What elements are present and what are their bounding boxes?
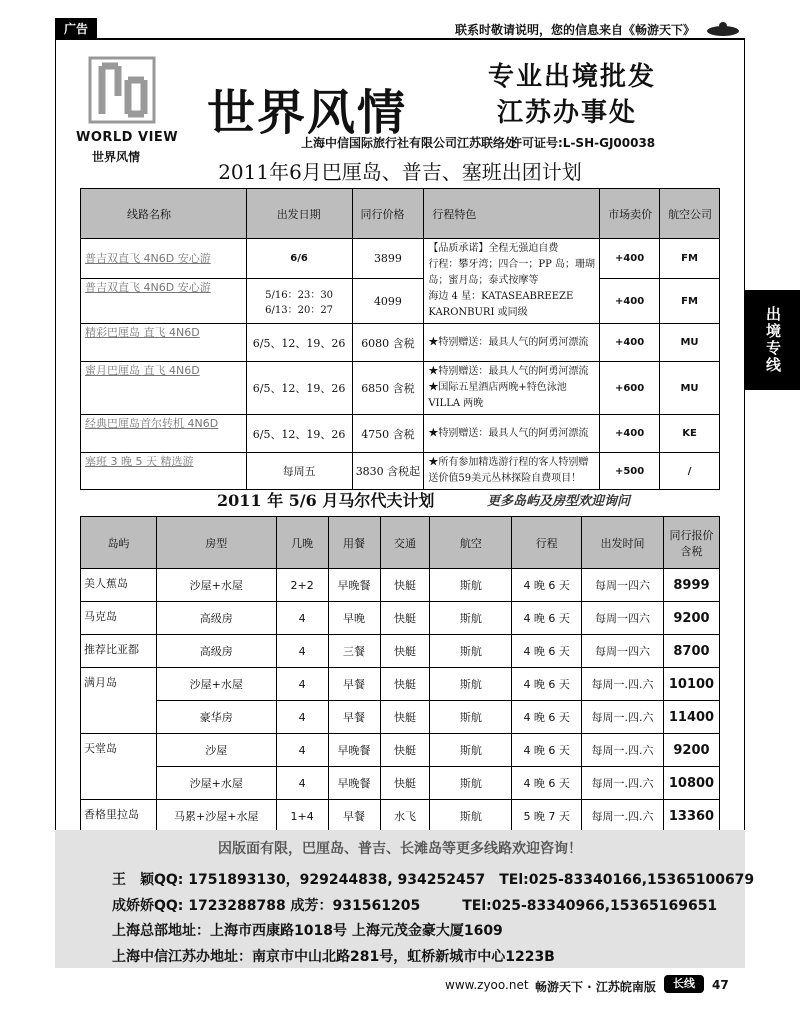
route-feature: 【品质承诺】全程无强迫自费 行程：攀牙湾；四合一；PP 岛；珊瑚岛；蜜月岛；泰式按摩等 海边 4 星：KATASEABREEZE KARONBURI 或同级 — [424, 239, 600, 324]
slogan-line-2: 江苏办事处 — [497, 98, 638, 128]
route-feature: ★特别赠送：最具人气的阿勇河漂流 ★国际五星酒店两晚+特色泳池VILLA 两晚 — [424, 362, 600, 415]
itinerary: 5 晚 7 天 — [512, 800, 582, 833]
nights: 4 — [276, 701, 328, 734]
slogan-line-1: 专业出境批发 — [488, 62, 657, 92]
side-section-tab: 出境专线 — [745, 290, 800, 390]
table-row — [81, 668, 720, 701]
transport: 快艇 — [380, 602, 430, 635]
depart-date: 6/5、12、19、26 — [246, 415, 352, 453]
meals: 早餐 — [328, 800, 380, 833]
column-header: 同行价格 — [352, 189, 424, 239]
peer-price: 4750 含税 — [352, 415, 424, 453]
table-row — [81, 767, 720, 800]
peer-price: 6080 含税 — [352, 324, 424, 362]
depart-time: 每周一.四.六 — [582, 800, 664, 833]
promo-text: 因版面有限，巴厘岛、普吉、长滩岛等更多线路欢迎咨询！ — [218, 841, 582, 857]
island-name: 香格里拉岛 — [81, 800, 157, 833]
market-price: +400 — [600, 324, 660, 362]
price: 9200 — [663, 734, 719, 767]
airline: 斯航 — [430, 668, 512, 701]
itinerary: 4 晚 6 天 — [512, 701, 582, 734]
depart-time: 每周一.四.六 — [582, 734, 664, 767]
peer-price: 4099 — [352, 279, 424, 324]
magazine-logo-icon — [705, 20, 741, 38]
table-row — [81, 324, 720, 362]
market-price: +400 — [600, 239, 660, 279]
airline: 斯航 — [430, 569, 512, 602]
column-header: 行程特色 — [424, 189, 600, 239]
nights: 2+2 — [276, 569, 328, 602]
route-name: 塞班 3 晚 5 天 精选游 — [81, 453, 247, 490]
address-line-1: 上海总部地址：上海市西康路1018号 上海元茂金豪大厦1609 — [112, 923, 503, 939]
table-header-row — [81, 189, 720, 239]
itinerary: 4 晚 6 天 — [512, 734, 582, 767]
airline: 斯航 — [430, 701, 512, 734]
transport: 快艇 — [380, 668, 430, 701]
price: 10800 — [663, 767, 719, 800]
airline: 斯航 — [430, 800, 512, 833]
logo-english-name: WORLD VIEW — [76, 130, 179, 145]
airline: / — [660, 453, 720, 490]
market-price: +400 — [600, 415, 660, 453]
top-bar — [55, 18, 745, 40]
transport: 水飞 — [380, 800, 430, 833]
airline: 斯航 — [430, 602, 512, 635]
depart-time: 每周一四六 — [582, 602, 664, 635]
plan2-table — [80, 516, 720, 833]
airline: 斯航 — [430, 767, 512, 800]
itinerary: 4 晚 6 天 — [512, 668, 582, 701]
plan1-title: 2011年6月巴厘岛、普吉、塞班出团计划 — [218, 160, 582, 184]
meals: 三餐 — [328, 635, 380, 668]
meals: 早晚餐 — [328, 734, 380, 767]
table-row — [81, 415, 720, 453]
island-name: 推荐比亚都 — [81, 635, 157, 668]
website-link[interactable]: www.zyoo.net — [445, 978, 529, 992]
column-header: 出发日期 — [246, 189, 352, 239]
meals: 早餐 — [328, 668, 380, 701]
airline: 斯航 — [430, 635, 512, 668]
world-view-logo-icon — [88, 56, 156, 124]
table-row — [81, 239, 720, 279]
column-header: 岛屿 — [81, 517, 157, 569]
column-header: 房型 — [156, 517, 276, 569]
route-feature: ★所有参加精选游行程的客人特别赠送价值59美元丛林探险自费项目！ — [424, 453, 600, 490]
market-price: +600 — [600, 362, 660, 415]
price: 8700 — [663, 635, 719, 668]
nights: 4 — [276, 668, 328, 701]
route-name: 普吉双直飞 4N6D 安心游 — [81, 239, 247, 279]
depart-date: 6/5、12、19、26 — [246, 362, 352, 415]
depart-time: 每周一四六 — [582, 569, 664, 602]
ad-label: 广告 — [55, 18, 97, 40]
route-name: 精彩巴厘岛 直飞 4N6D — [81, 324, 247, 362]
column-header: 几晚 — [276, 517, 328, 569]
meals: 早晚 — [328, 602, 380, 635]
peer-price: 3899 — [352, 239, 424, 279]
plan2-title: 2011 年 5/6 月马尔代夫计划 — [217, 491, 435, 510]
agency-name: 上海中信国际旅行社有限公司江苏联络处 — [301, 136, 518, 150]
transport: 快艇 — [380, 767, 430, 800]
transport: 快艇 — [380, 701, 430, 734]
room-type: 沙屋+水屋 — [156, 668, 276, 701]
section-tag: 长线 — [664, 975, 704, 993]
license-number: 许可证号:L-SH-GJ00038 — [510, 136, 656, 150]
table-row — [81, 635, 720, 668]
room-type: 沙屋+水屋 — [156, 767, 276, 800]
table-row — [81, 362, 720, 415]
table-row — [81, 602, 720, 635]
table-row — [81, 800, 720, 833]
itinerary: 4 晚 6 天 — [512, 767, 582, 800]
table-row — [81, 279, 720, 324]
price: 10100 — [663, 668, 719, 701]
airline: KE — [660, 415, 720, 453]
table-header-row — [81, 517, 720, 569]
market-price: +400 — [600, 279, 660, 324]
itinerary: 4 晚 6 天 — [512, 569, 582, 602]
island-name: 美人蕉岛 — [81, 569, 157, 602]
route-name: 蜜月巴厘岛 直飞 4N6D — [81, 362, 247, 415]
publication-name: 畅游天下 · 江苏皖南版 — [535, 980, 656, 994]
island-name: 马克岛 — [81, 602, 157, 635]
column-header: 市场卖价 — [600, 189, 660, 239]
address-line-2: 上海中信江苏办地址：南京市中山北路281号，虹桥新城市中心1223B — [112, 949, 555, 965]
column-header: 交通 — [380, 517, 430, 569]
top-notice: 联系时敬请说明，您的信息来自《畅游天下》 — [454, 23, 695, 37]
transport: 快艇 — [380, 635, 430, 668]
price: 13360 — [663, 800, 719, 833]
meals: 早晚餐 — [328, 569, 380, 602]
depart-time: 每周一.四.六 — [582, 701, 664, 734]
peer-price: 3830 含税起 — [352, 453, 424, 490]
itinerary: 4 晚 6 天 — [512, 602, 582, 635]
transport: 快艇 — [380, 569, 430, 602]
brand-title: 世界风情 — [207, 85, 408, 141]
room-type: 高级房 — [156, 635, 276, 668]
room-type: 马累+沙屋+水屋 — [156, 800, 276, 833]
airline: FM — [660, 239, 720, 279]
island-name: 天堂岛 — [81, 734, 157, 800]
peer-price: 6850 含税 — [352, 362, 424, 415]
airline: FM — [660, 279, 720, 324]
room-type: 沙屋+水屋 — [156, 569, 276, 602]
itinerary: 4 晚 6 天 — [512, 635, 582, 668]
contact-line-2: 成娇娇QQ: 1723288788 成芳：931561205 TEl:025-83340966,15365169651 — [112, 898, 718, 914]
room-type: 沙屋 — [156, 734, 276, 767]
column-header: 航空 — [430, 517, 512, 569]
nights: 1+4 — [276, 800, 328, 833]
route-feature: ★特别赠送：最具人气的阿勇河漂流 — [424, 324, 600, 362]
depart-date: 6/5、12、19、26 — [246, 324, 352, 362]
market-price: +500 — [600, 453, 660, 490]
column-header: 航空公司 — [660, 189, 720, 239]
contact-line-1: 王 颖QQ: 1751893130，929244838, 934252457 TEl:025-83340166,15365100679 — [112, 872, 755, 888]
nights: 4 — [276, 767, 328, 800]
nights: 4 — [276, 635, 328, 668]
transport: 快艇 — [380, 734, 430, 767]
depart-time: 每周一.四.六 — [582, 668, 664, 701]
table-row — [81, 701, 720, 734]
column-header: 线路名称 — [81, 189, 247, 239]
depart-date: 6/6 — [246, 239, 352, 279]
page-number: 47 — [712, 978, 729, 992]
table-row — [81, 569, 720, 602]
depart-date: 5/16：23：30 6/13：20：27 — [246, 279, 352, 324]
island-name: 满月岛 — [81, 668, 157, 734]
route-name: 普吉双直飞 4N6D 安心游 — [81, 279, 247, 324]
nights: 4 — [276, 734, 328, 767]
price: 9200 — [663, 602, 719, 635]
route-feature: ★特别赠送：最具人气的阿勇河漂流 — [424, 415, 600, 453]
logo-chinese-name: 世界风情 — [92, 150, 141, 164]
room-type: 豪华房 — [156, 701, 276, 734]
meals: 早晚餐 — [328, 767, 380, 800]
table-row — [81, 734, 720, 767]
column-header: 用餐 — [328, 517, 380, 569]
depart-time: 每周一.四.六 — [582, 767, 664, 800]
plan2-note: 更多岛屿及房型欢迎询问 — [487, 494, 631, 509]
room-type: 高级房 — [156, 602, 276, 635]
airline: MU — [660, 324, 720, 362]
depart-date: 每周五 — [246, 453, 352, 490]
plan1-table — [80, 188, 720, 490]
nights: 4 — [276, 602, 328, 635]
column-header: 同行报价含税 — [663, 517, 719, 569]
airline: MU — [660, 362, 720, 415]
airline: 斯航 — [430, 734, 512, 767]
table-row — [81, 453, 720, 490]
meals: 早餐 — [328, 701, 380, 734]
column-header: 行程 — [512, 517, 582, 569]
route-name: 经典巴厘岛首尔转机 4N6D — [81, 415, 247, 453]
price: 8999 — [663, 569, 719, 602]
depart-time: 每周一四六 — [582, 635, 664, 668]
price: 11400 — [663, 701, 719, 734]
column-header: 出发时间 — [582, 517, 664, 569]
